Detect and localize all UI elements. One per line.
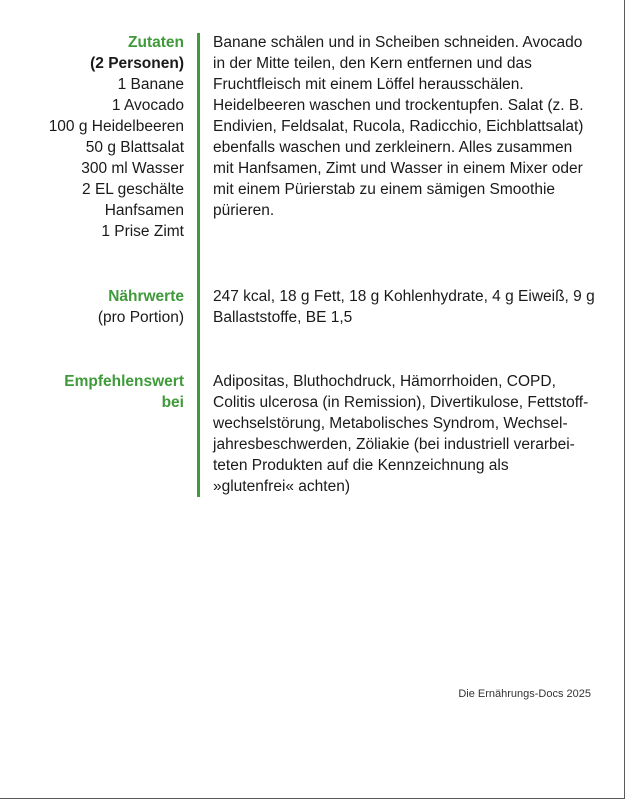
- nutrition-sublabel: (pro Portion): [97, 309, 184, 326]
- text-line: Adipositas, Bluthochdruck, Hämorrhoiden, COPD,: [213, 373, 556, 390]
- text-line: ebenfalls waschen und zerkleinern. Alles zusammen: [213, 139, 573, 156]
- text-line: pürieren.: [213, 202, 275, 219]
- ingredient-item: Hanfsamen: [104, 202, 184, 219]
- text-line: Fruchtfleisch mit einem Löffel herausschälen.: [213, 76, 524, 93]
- servings-label: (2 Personen): [90, 55, 184, 72]
- preparation-text: [213, 32, 598, 221]
- text-line: Endivien, Feldsalat, Rucola, Radicchio, Eichblattsalat): [213, 118, 584, 135]
- section-heading-zutaten: Zutaten: [128, 34, 184, 51]
- text-line: Banane schälen und in Scheiben schneiden. Avocado: [213, 34, 583, 51]
- section-heading-empfehlenswert: Empfehlenswert: [64, 373, 184, 390]
- section-heading-naehrwerte: Nährwerte: [108, 288, 184, 305]
- ingredient-item: 1 Avocado: [111, 97, 184, 114]
- nutrition-text: [213, 286, 598, 328]
- section-heading-empfehlenswert-line2: bei: [161, 394, 184, 411]
- page-footer: Die Ernährungs-Docs 2025: [458, 688, 591, 700]
- text-line: in der Mitte teilen, den Kern entfernen und das: [213, 55, 532, 72]
- ingredient-item: 2 EL geschälte: [82, 181, 184, 198]
- ingredient-item: 1 Prise Zimt: [101, 223, 184, 240]
- section-divider-empfehlenswert: [197, 355, 200, 497]
- recommended-text: [213, 371, 598, 497]
- text-line: jahresbeschwerden, Zöliakie (bei industriell verarbei-: [213, 436, 575, 453]
- text-line: teten Produkten auf die Kennzeichnung als: [213, 457, 509, 474]
- ingredients-label: [30, 32, 184, 242]
- ingredient-item: 50 g Blattsalat: [85, 139, 184, 156]
- section-divider-zutaten: [197, 33, 200, 245]
- text-line: mit einem Pürierstab zu einem sämigen Smoothie: [213, 181, 556, 198]
- text-line: Colitis ulcerosa (in Remission), Divertikulose, Fettstoff-: [213, 394, 589, 411]
- text-line: wechselstörung, Metabolisches Syndrom, Wechsel-: [213, 415, 568, 432]
- ingredient-item: 300 ml Wasser: [81, 160, 184, 177]
- ingredient-item: 100 g Heidelbeeren: [48, 118, 184, 135]
- nutrition-label: [30, 286, 184, 328]
- text-line: Heidelbeeren waschen und trockentupfen. Salat (z. B.: [213, 97, 584, 114]
- section-divider-naehrwerte: [197, 245, 200, 355]
- text-line: »glutenfrei« achten): [213, 478, 351, 495]
- text-line: mit Hanfsamen, Zimt und Wasser in einem Mixer oder: [213, 160, 583, 177]
- text-line: 247 kcal, 18 g Fett, 18 g Kohlenhydrate, 4 g Eiweiß, 9 g: [213, 288, 595, 305]
- ingredient-item: 1 Banane: [117, 76, 184, 93]
- recommended-label: [30, 371, 184, 413]
- text-line: Ballaststoffe, BE 1,5: [213, 309, 353, 326]
